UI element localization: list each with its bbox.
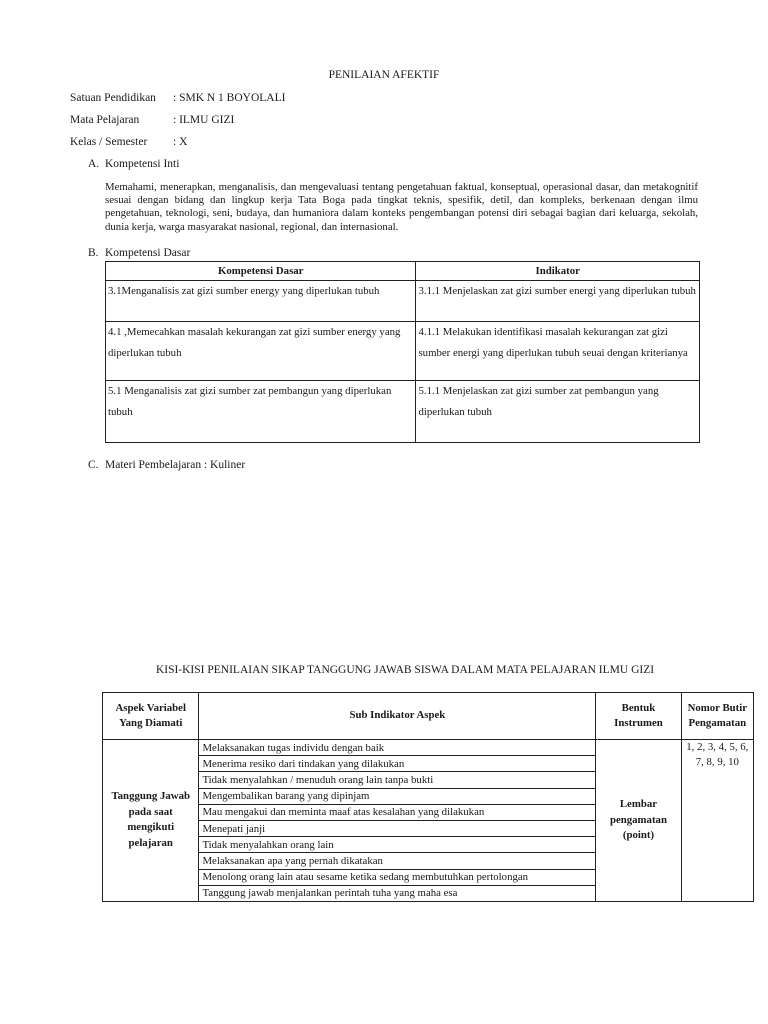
table-row (106, 322, 700, 381)
section-marker: B. (88, 247, 99, 259)
table-cell: 5.1.1 Menjelaskan zat gizi sumber zat pembangun yang diperlukan tubuh (416, 381, 700, 443)
section-a-heading (88, 158, 179, 170)
aspek-cell: Tanggung Jawab pada saat mengikuti pelajaran (103, 740, 199, 902)
sub-indikator-cell: Mengembalikan barang yang dipinjam (199, 788, 596, 804)
identity-row-class (70, 136, 187, 148)
sub-indikator-cell: Mau mengakui dan meminta maaf atas kesalahan yang dilakukan (199, 804, 596, 820)
table-cell: 4.1 ,Memecahkan masalah kekurangan zat gizi sumber energy yang diperlukan tubuh (106, 322, 416, 381)
column-header: Aspek Variabel Yang Diamati (103, 693, 199, 740)
page-title: PENILAIAN AFEKTIF (328, 69, 440, 81)
table-cell: 3.1Menganalisis zat gizi sumber energy yang diperlukan tubuh (106, 281, 416, 322)
identity-row-school (70, 92, 285, 104)
kompetensi-dasar-table (105, 261, 700, 443)
table-row (106, 281, 700, 322)
column-header: Kompetensi Dasar (106, 262, 416, 281)
sub-indikator-cell: Tanggung jawab menjalankan perintah tuha yang maha esa (199, 885, 596, 901)
nomor-butir-cell: 1, 2, 3, 4, 5, 6, 7, 8, 9, 10 (681, 740, 753, 902)
section-marker: A. (88, 158, 100, 170)
identity-row-subject (70, 114, 234, 126)
table-cell: 5.1 Menganalisis zat gizi sumber zat pembangun yang diperlukan tubuh (106, 381, 416, 443)
identity-value: : ILMU GIZI (173, 114, 235, 126)
table-row (103, 740, 754, 756)
identity-label: Satuan Pendidikan (70, 92, 156, 104)
kompetensi-inti-paragraph: Memahami, menerapkan, menganalisis, dan mengevaluasi tentang pengetahuan faktual, konseptual, operasional dasar, dan metakognitif sesuai dengan bidang dan lingkup kerja Tata Boga pada tingkat teknis, spesifik, detil, dan kompleks, berkenaan dengan ilmu pengetahuan, teknologi, seni, budaya, dan humaniora dalam konteks pengembangan potensi diri sebagai bagian dari keluarga, sekolah, dunia kerja, warga masyarakat nasional, regional, dan internasional. (105, 181, 698, 233)
column-header: Sub Indikator Aspek (199, 693, 596, 740)
sub-indikator-cell: Melaksanakan apa yang pernah dikatakan (199, 853, 596, 869)
sub-indikator-cell: Melaksanakan tugas individu dengan baik (199, 740, 596, 756)
column-header: Bentuk Instrumen (596, 693, 681, 740)
column-header: Nomor Butir Pengamatan (681, 693, 753, 740)
table-cell: 3.1.1 Menjelaskan zat gizi sumber energi yang diperlukan tubuh (416, 281, 700, 322)
section-title: Materi Pembelajaran : Kuliner (105, 459, 246, 471)
sub-indikator-cell: Menolong orang lain atau sesame ketika sedang membutuhkan pertolongan (199, 869, 596, 885)
column-header: Indikator (416, 262, 700, 281)
section-title: Kompetensi Dasar (105, 247, 191, 259)
table-header-row (106, 262, 700, 281)
section-marker: C. (88, 459, 99, 471)
sub-indikator-cell: Menepati janji (199, 820, 596, 836)
identity-value: : X (173, 136, 188, 148)
identity-label: Kelas / Semester (70, 136, 148, 148)
kisi-kisi-title: KISI-KISI PENILAIAN SIKAP TANGGUNG JAWAB SISWA DALAM MATA PELAJARAN ILMU GIZI (155, 664, 655, 676)
identity-label: Mata Pelajaran (70, 114, 140, 126)
sub-indikator-cell: Tidak menyalahkan / menuduh orang lain tanpa bukti (199, 772, 596, 788)
kisi-kisi-table (102, 692, 754, 902)
identity-value: : SMK N 1 BOYOLALI (173, 92, 286, 104)
section-title: Kompetensi Inti (105, 158, 180, 170)
sub-indikator-cell: Tidak menyalahkan orang lain (199, 837, 596, 853)
bentuk-instrumen-cell: Lembar pengamatan (point) (596, 740, 681, 902)
table-row (106, 381, 700, 443)
section-b-heading (88, 247, 190, 259)
sub-indikator-cell: Menerima resiko dari tindakan yang dilakukan (199, 756, 596, 772)
table-header-row (103, 693, 754, 740)
table-cell: 4.1.1 Melakukan identifikasi masalah kekurangan zat gizi sumber energi yang diperlukan tubuh seuai dengan kriterianya (416, 322, 700, 381)
section-c-heading (88, 459, 245, 471)
